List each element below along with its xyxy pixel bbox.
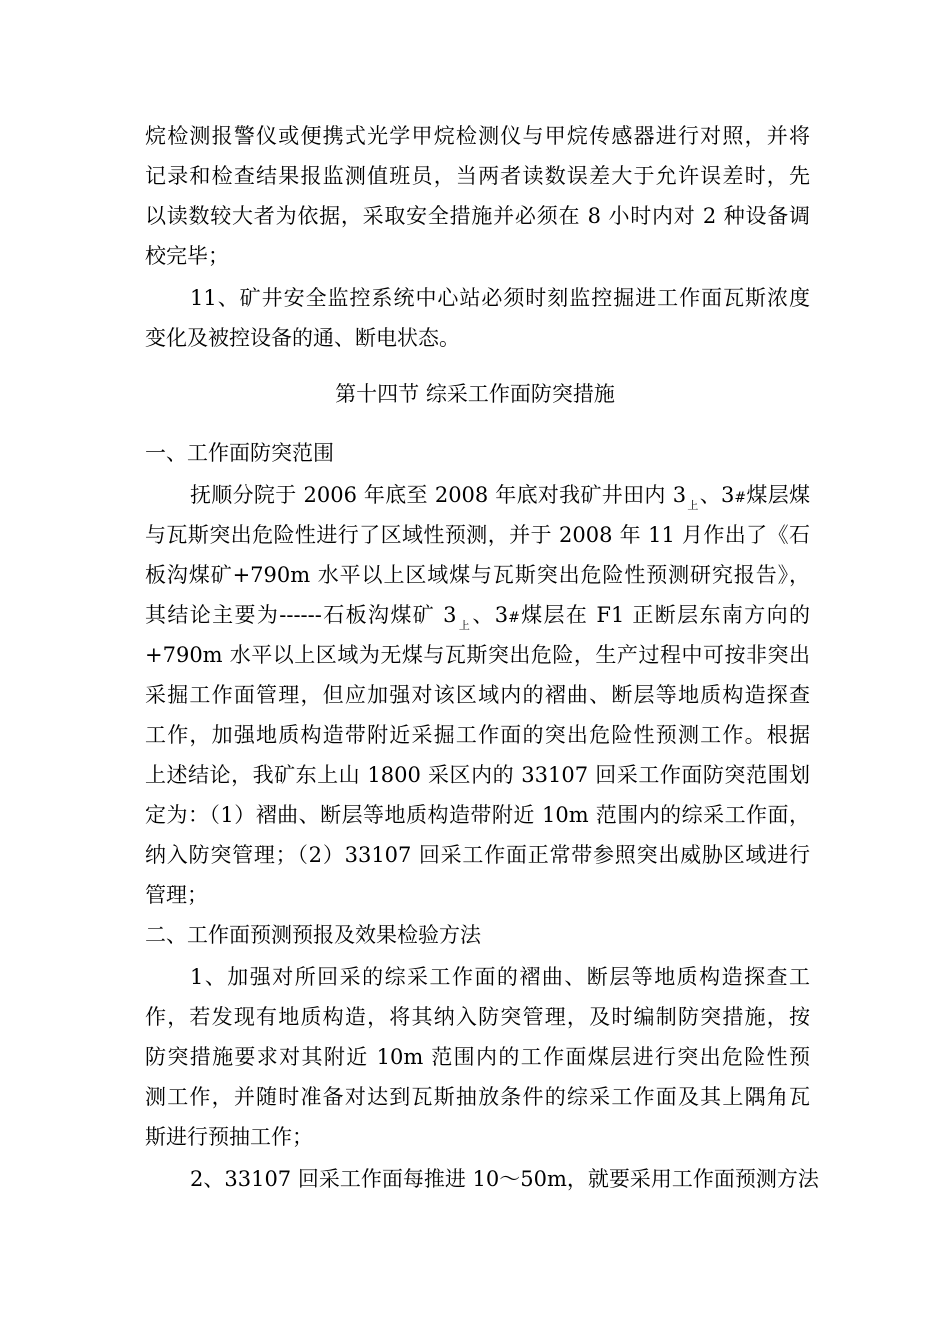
subsection-heading: 一、工作面防突范围 [145,441,334,465]
text-line: 校完毕； [145,244,229,268]
text-line: 板沟煤矿+790m 水平以上区域煤与瓦斯突出危险性预测研究报告》， [145,563,810,587]
text-line: 变化及被控设备的通、断电状态。 [145,326,460,350]
text-fragment: 煤层在 F1 正断层东南方向的 [519,603,811,627]
text-line: 记录和检查结果报监测值班员，当两者读数误差大于允许误差时，先 [145,164,810,188]
subsection-heading: 二、工作面预测预报及效果检验方法 [145,923,481,947]
text-fragment: 其结论主要为------石板沟煤矿 3 [145,603,457,627]
text-line: 纳入防突管理；（2）33107 回采工作面正常带参照突出威胁区域进行 [145,843,810,867]
text-line [190,477,810,513]
text-line: 采掘工作面管理，但应加强对该区域内的褶曲、断层等地质构造探查 [145,683,810,707]
text-line [145,597,810,633]
number-mark: # [508,610,520,626]
text-line: 斯进行预抽工作； [145,1125,313,1149]
text-fragment: 抚顺分院于 2006 年底至 2008 年底对我矿井田内 3 [190,483,687,507]
text-line: 防突措施要求对其附近 10m 范围内的工作面煤层进行突出危险性预 [145,1045,810,1069]
text-line: 上述结论，我矿东上山 1800 采区内的 33107 回采工作面防突范围划 [145,763,810,787]
text-line: 1、加强对所回采的综采工作面的褶曲、断层等地质构造探查工 [190,965,810,989]
section-heading: 第十四节 综采工作面防突措施 [335,382,615,406]
subscript: 上 [457,619,472,632]
text-line: 与瓦斯突出危险性进行了区域性预测，并于 2008 年 11 月作出了《石 [145,523,810,547]
subscript: 上 [687,499,699,512]
text-line: 作，若发现有地质构造，将其纳入防突管理，及时编制防突措施，按 [145,1005,810,1029]
text-fragment: 、3 [699,483,735,507]
text-line: 工作，加强地质构造带附近采掘工作面的突出危险性预测工作。根据 [145,723,810,747]
text-line: 烷检测报警仪或便携式光学甲烷检测仪与甲烷传感器进行对照，并将 [145,124,810,148]
text-fragment: 煤层煤 [746,483,811,507]
text-line: 2、33107 回采工作面每推进 10～50m，就要采用工作面预测方法 [190,1167,819,1191]
text-line: 测工作，并随时准备对达到瓦斯抽放条件的综采工作面及其上隅角瓦 [145,1085,810,1109]
text-line: 管理； [145,883,208,907]
text-fragment: 、3 [472,603,509,627]
text-line: 以读数较大者为依据，采取安全措施并必须在 8 小时内对 2 种设备调 [145,204,810,228]
text-line: +790m 水平以上区域为无煤与瓦斯突出危险，生产过程中可按非突出 [145,643,810,667]
text-line: 定为：（1）褶曲、断层等地质构造带附近 10m 范围内的综采工作面， [145,803,810,827]
number-mark: # [734,490,747,506]
text-line: 11、矿井安全监控系统中心站必须时刻监控掘进工作面瓦斯浓度 [190,286,810,310]
